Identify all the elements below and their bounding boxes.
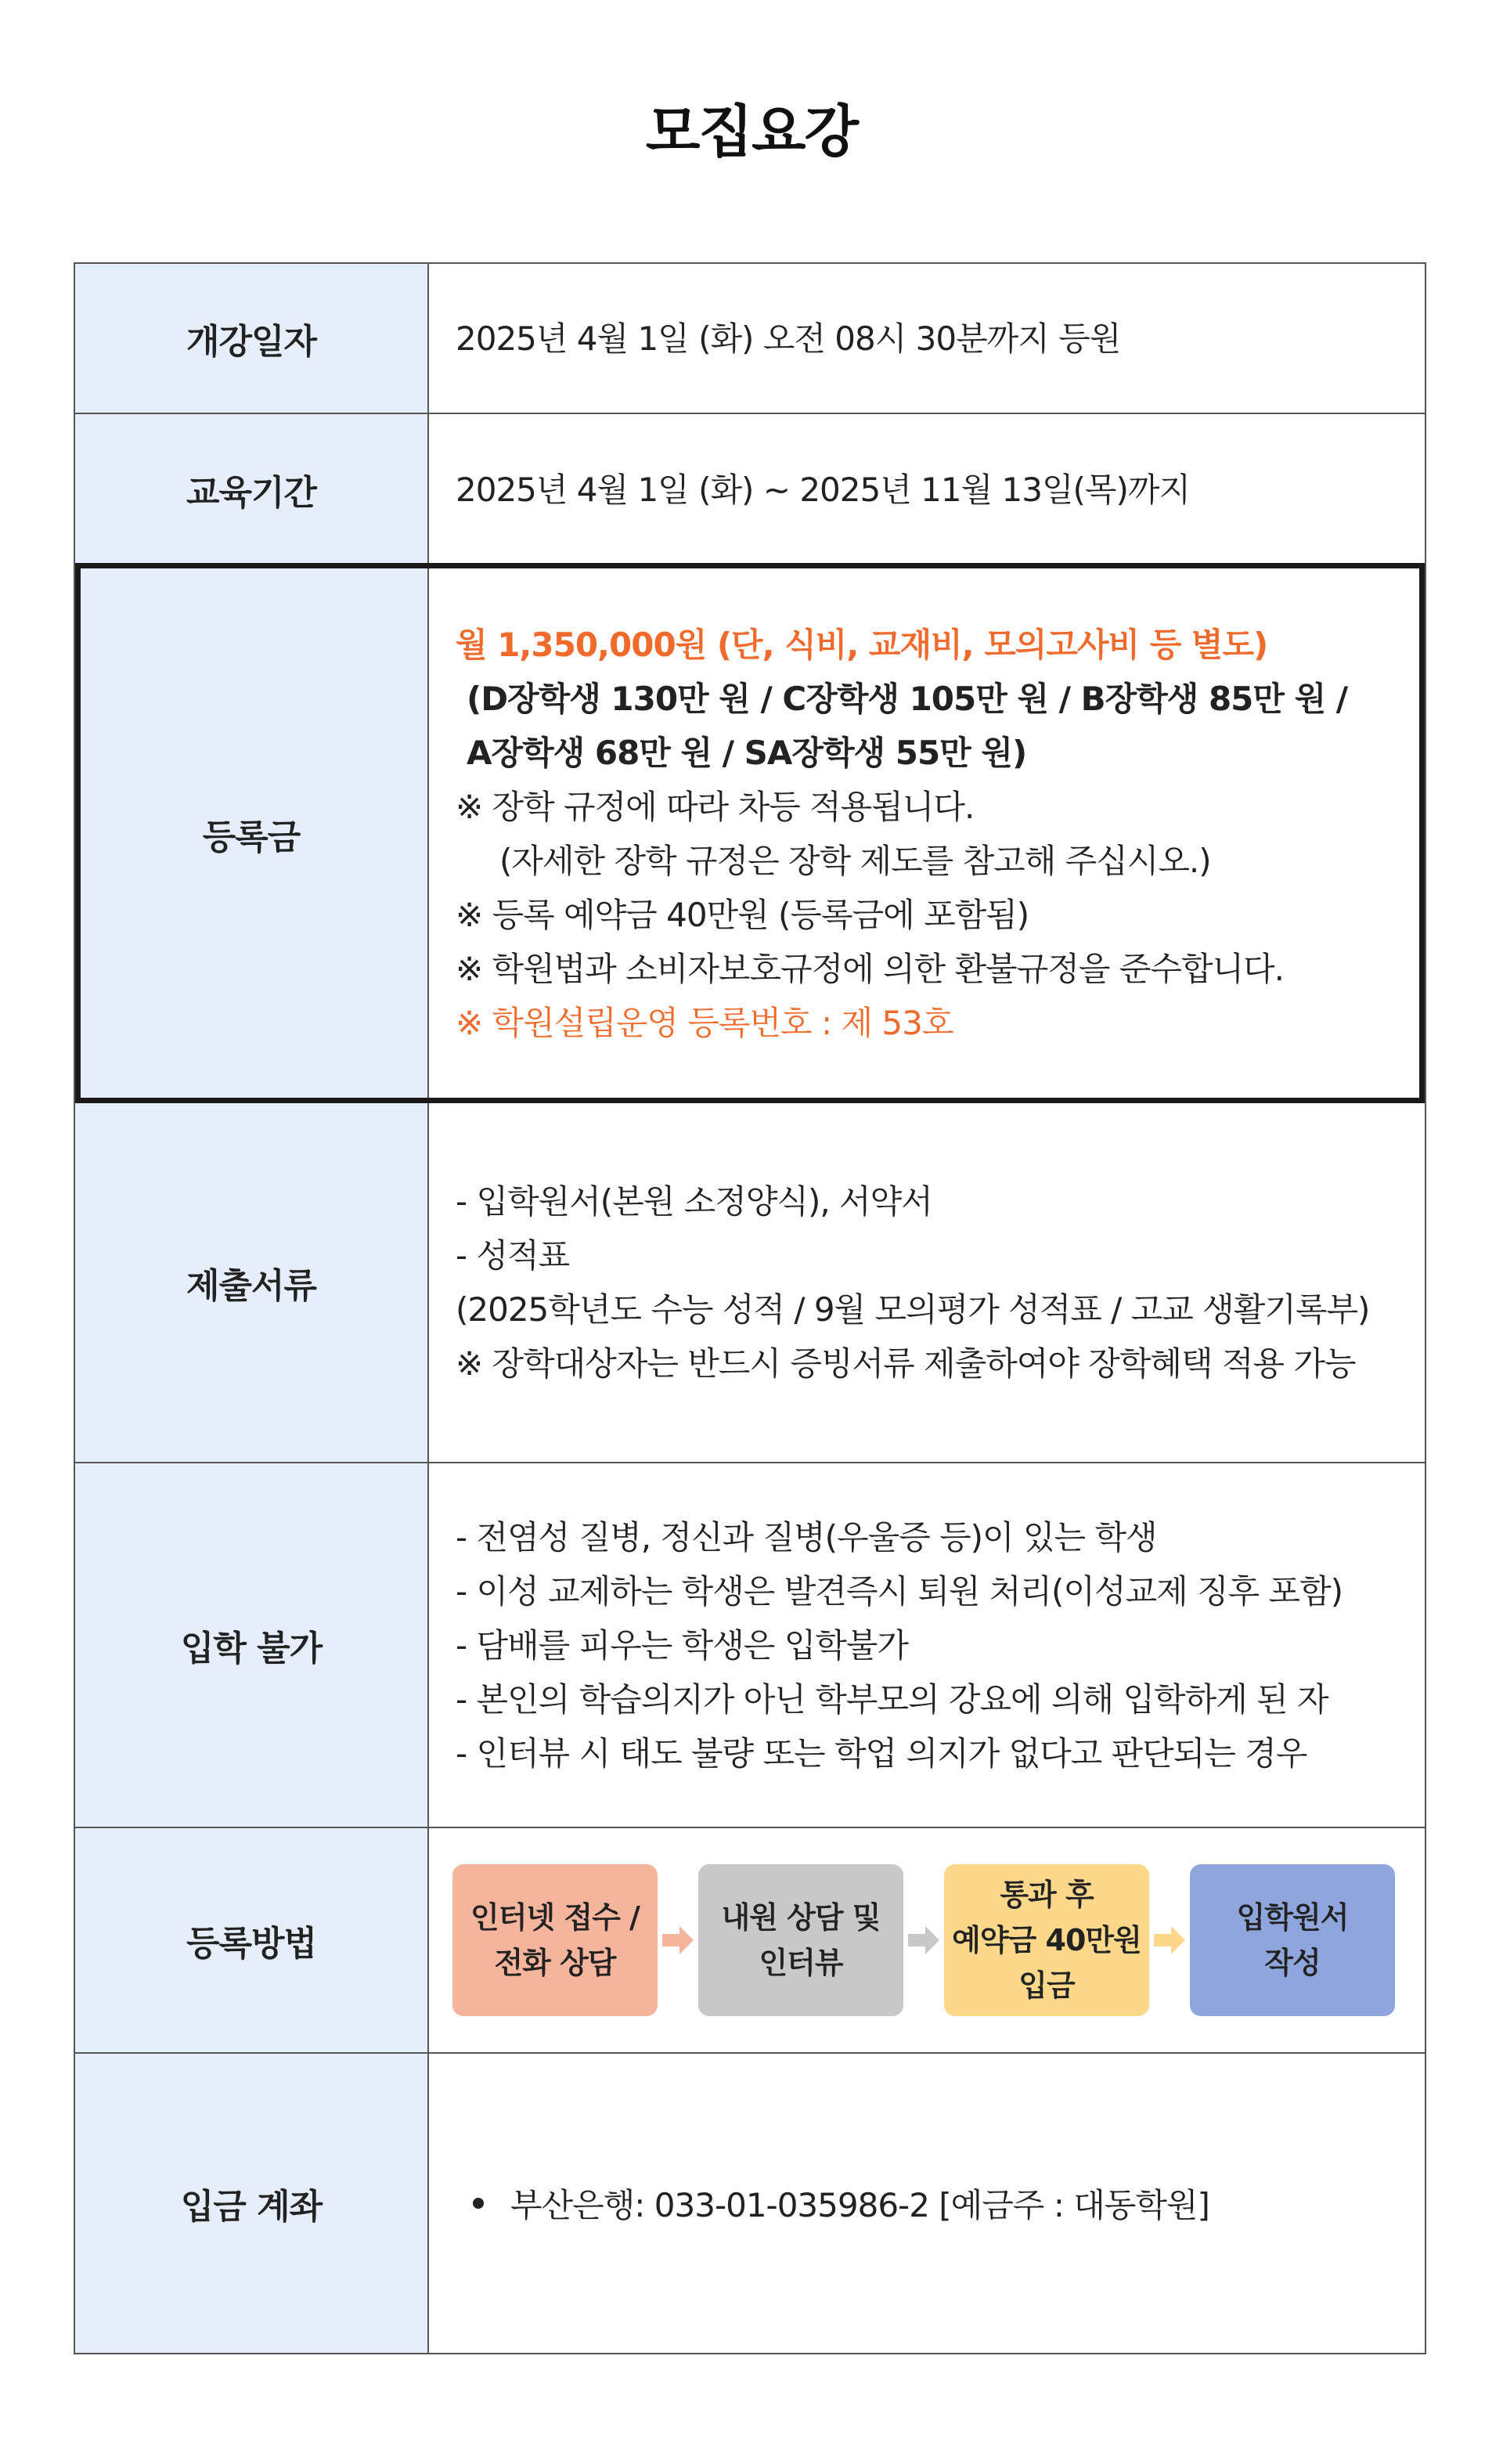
not-allowed-line: - 본인의 학습의지가 아닌 학부모의 강요에 의해 입학하게 된 자 (456, 1679, 1328, 1719)
page-title: 모집요강 (645, 99, 858, 164)
opening-date-label: 개강일자 (74, 263, 428, 413)
documents-line: - 입학원서(본원 소정양식), 서약서 (456, 1182, 932, 1221)
documents-label: 제출서류 (74, 1102, 428, 1463)
documents-value (428, 1102, 1426, 1463)
registration-number-note: ※ 학원설립운영 등록번호 : 제 53호 (456, 1004, 953, 1042)
documents-line: - 성적표 (456, 1236, 570, 1275)
step-label: 통과 후 예약금 40만원 입금 (952, 1878, 1141, 2003)
not-allowed-line: - 전염성 질병, 정신과 질병(우울증 등)이 있는 학생 (456, 1517, 1157, 1557)
education-period-value (428, 413, 1426, 565)
tuition-note-2: ※ 등록 예약금 40만원 (등록금에 포함됨) (456, 896, 1029, 934)
table-row (74, 1463, 1426, 1827)
opening-date-text: 2025년 4월 1일 (화) 오전 08시 30분까지 등원 (456, 319, 1121, 358)
table-row (74, 565, 1426, 1102)
tuition-headline: 월 1,350,000원 (단, 식비, 교재비, 모의고사비 등 별도) (456, 626, 1268, 664)
education-period-text: 2025년 4월 1일 (화) ~ 2025년 11월 13일(목)까지 (456, 470, 1191, 509)
tuition-note-1: ※ 장학 규정에 따라 차등 적용됩니다. (456, 788, 975, 826)
method-label: 등록방법 (74, 1827, 428, 2053)
step-deposit (944, 1864, 1149, 2016)
tuition-label: 등록금 (74, 565, 428, 1102)
table-row (74, 1827, 1426, 2053)
bullet-icon (473, 2198, 484, 2209)
documents-line: (2025학년도 수능 성적 / 9월 모의평가 성적표 / 고교 생활기록부) (456, 1290, 1370, 1329)
not-allowed-line: - 이성 교제하는 학생은 발견즉시 퇴원 처리(이성교제 징후 포함) (456, 1571, 1343, 1611)
scholarship-line-2: A장학생 68만 원 / SA장학생 55만 원) (467, 734, 1027, 772)
account-text: 부산은행: 033-01-035986-2 [예금주 : 대동학원] (510, 2186, 1209, 2224)
table-row (74, 413, 1426, 565)
arrow-right-icon (659, 1921, 697, 1960)
account-label: 입금 계좌 (74, 2053, 428, 2354)
not-allowed-label: 입학 불가 (74, 1463, 428, 1827)
account-list-item (456, 2180, 1409, 2227)
step-label: 내원 상담 및 인터뷰 (721, 1900, 881, 1980)
tuition-value (428, 565, 1426, 1102)
step-label: 인터넷 접수 / 전화 상담 (470, 1900, 640, 1980)
step-label: 입학원서 작성 (1236, 1900, 1349, 1980)
table-row (74, 1102, 1426, 1463)
table-row (74, 2053, 1426, 2354)
arrow-right-icon (905, 1921, 943, 1960)
tuition-note-1-detail: (자세한 장학 규정은 장학 제도를 참고해 주십시오.) (499, 842, 1211, 880)
documents-line: ※ 장학대상자는 반드시 증빙서류 제출하여야 장학혜택 적용 가능 (456, 1344, 1356, 1383)
account-value (428, 2053, 1426, 2354)
registration-steps (452, 1864, 1409, 2016)
step-online-apply (452, 1864, 658, 2016)
arrow-right-icon (1151, 1921, 1188, 1960)
scholarship-line-1: (D장학생 130만 원 / C장학생 105만 원 / B장학생 85만 원 / (467, 680, 1348, 718)
not-allowed-value (428, 1463, 1426, 1827)
method-value (428, 1827, 1426, 2053)
admission-info-table (74, 262, 1426, 2354)
step-application-form (1190, 1864, 1395, 2016)
opening-date-value (428, 263, 1426, 413)
not-allowed-line: - 담배를 피우는 학생은 입학불가 (456, 1625, 908, 1665)
not-allowed-line: - 인터뷰 시 태도 불량 또는 학업 의지가 없다고 판단되는 경우 (456, 1733, 1307, 1773)
education-period-label: 교육기간 (74, 413, 428, 565)
tuition-note-3: ※ 학원법과 소비자보호규정에 의한 환불규정을 준수합니다. (456, 950, 1285, 988)
table-row (74, 263, 1426, 413)
step-interview (698, 1864, 903, 2016)
